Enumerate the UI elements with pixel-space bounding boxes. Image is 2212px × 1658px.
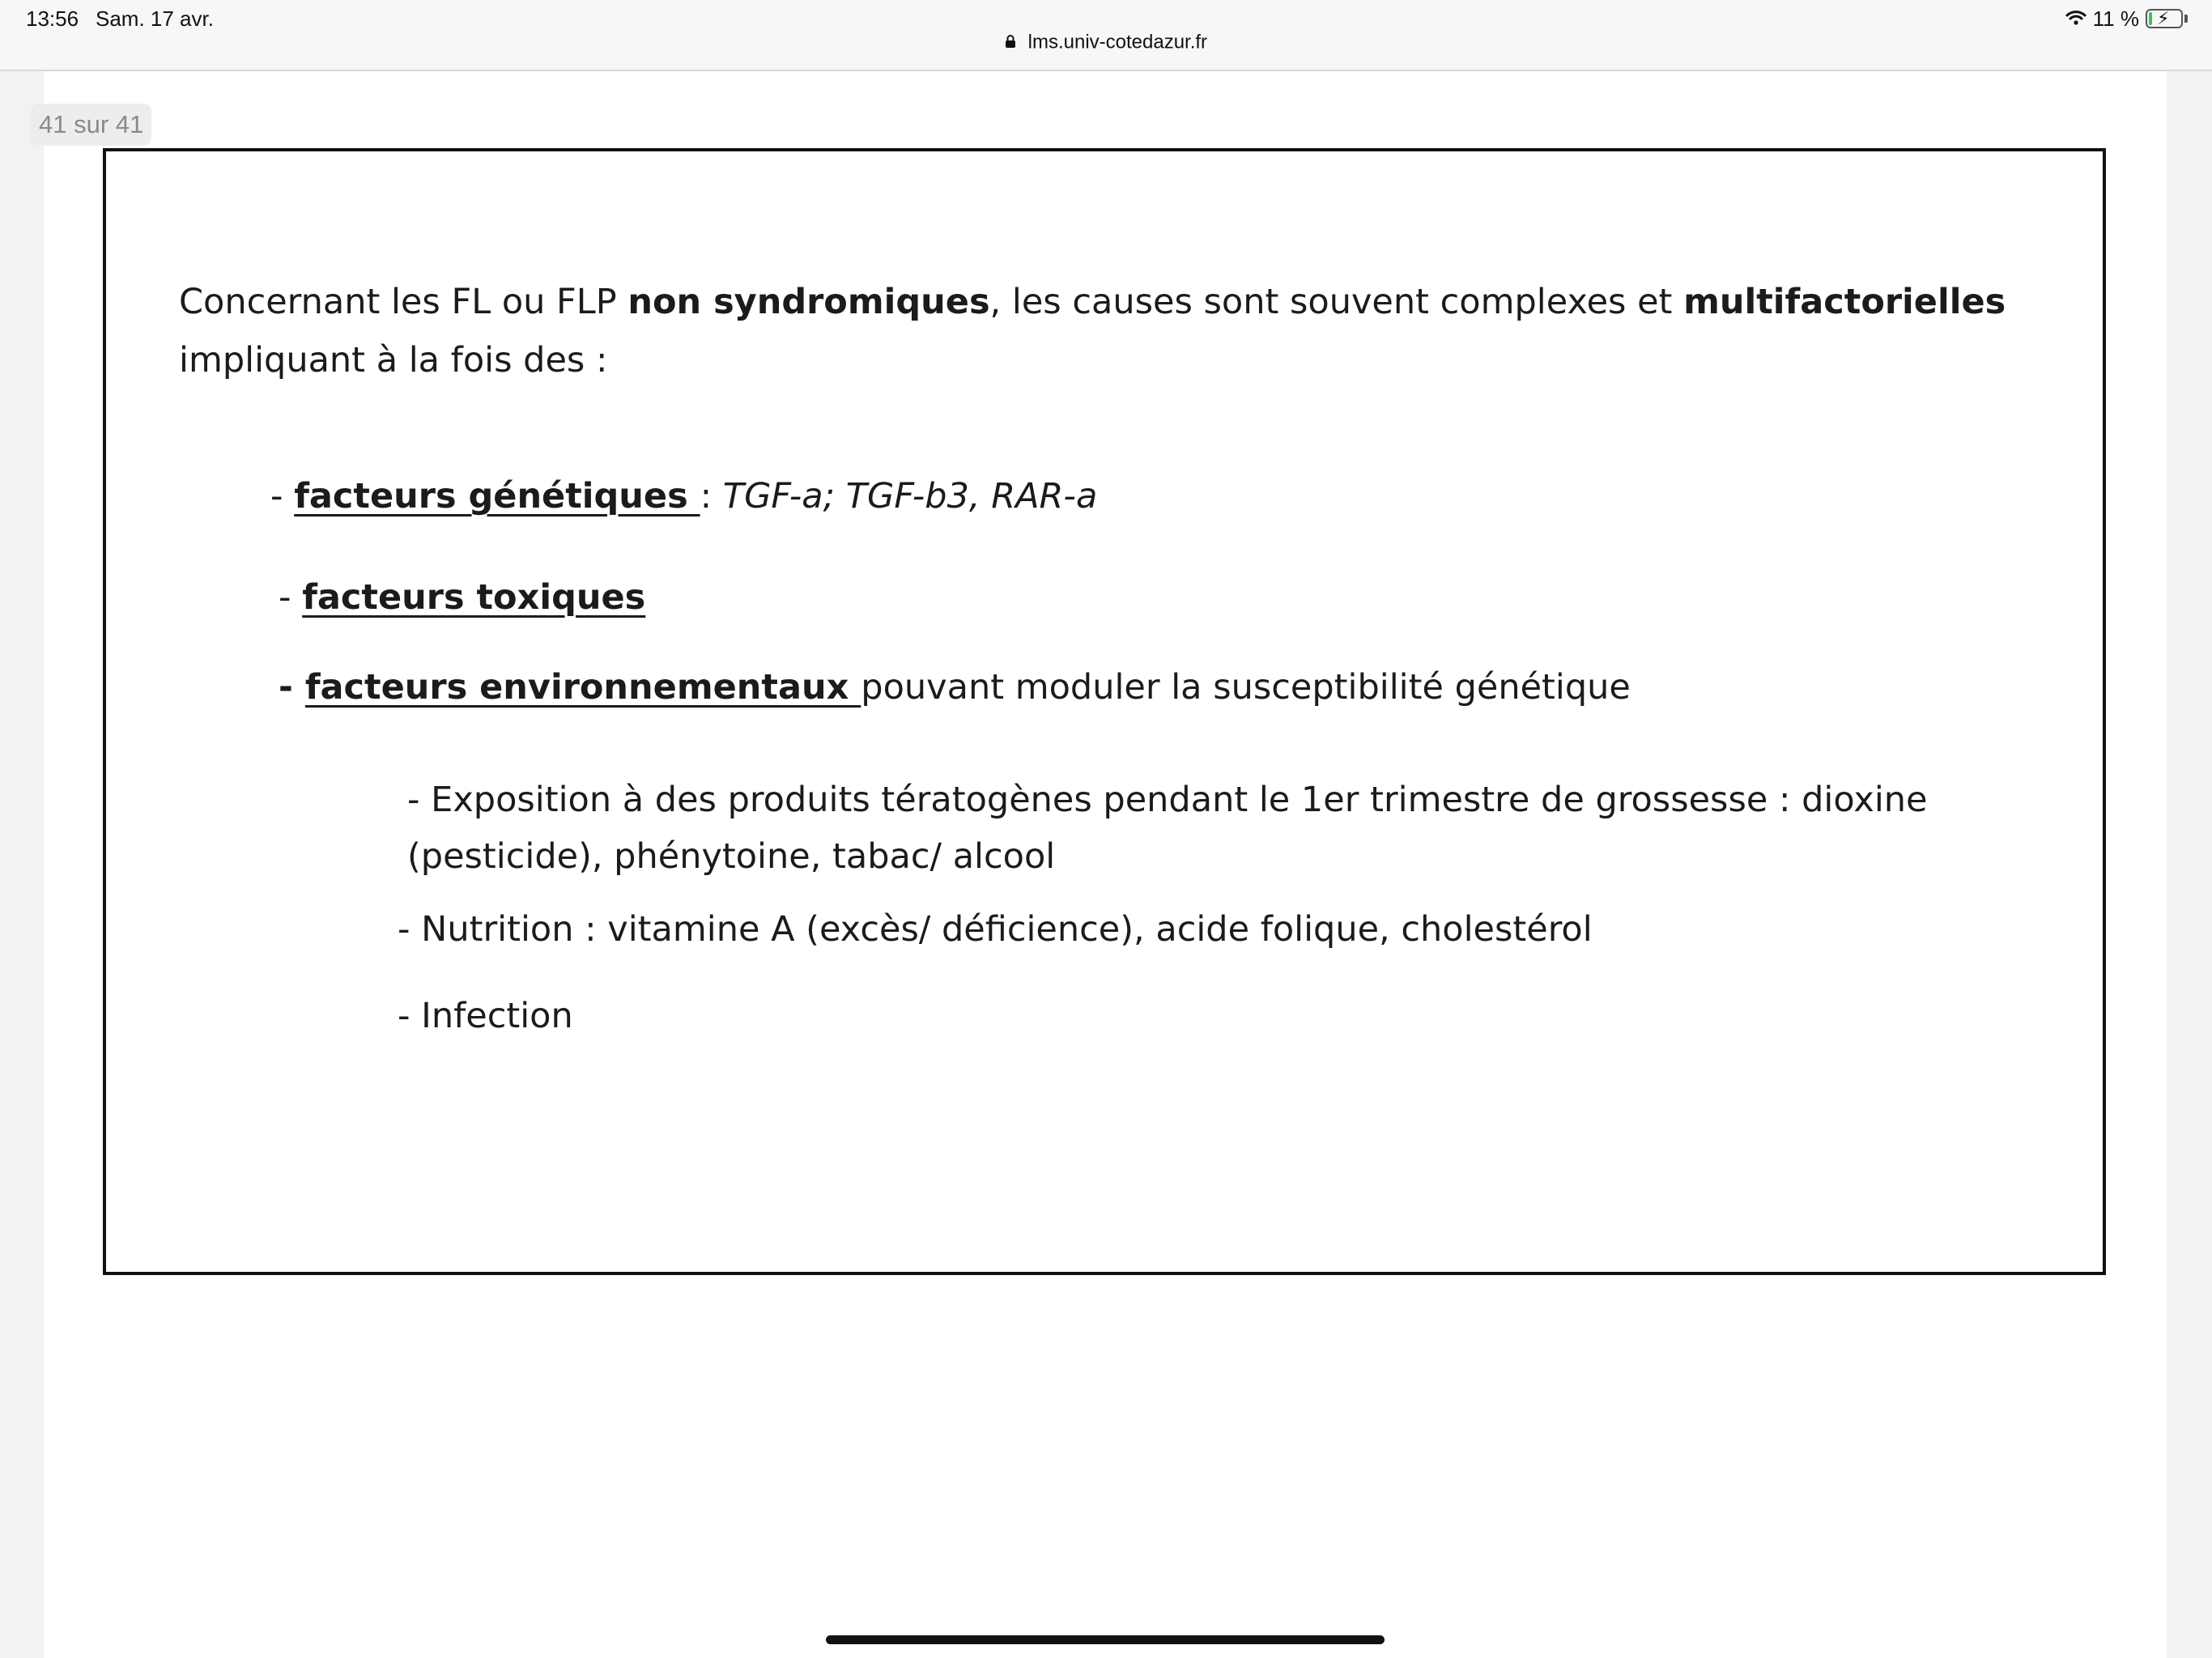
sub-item-nutrition: - Nutrition : vitamine A (excès/ déficience), acide folique, cholestérol xyxy=(398,909,1593,950)
battery-percentage: 11 % xyxy=(2092,6,2139,31)
intro-bold-non-syndromiques: non syndromiques xyxy=(627,282,990,322)
status-and-url-bar xyxy=(0,0,2212,71)
genetic-factors-label: facteurs génétiques xyxy=(294,476,700,517)
genetic-genes: TGF-a; TGF-b3, RAR-a xyxy=(722,476,1098,517)
status-right-cluster xyxy=(2065,5,2188,32)
address-bar[interactable] xyxy=(0,31,2212,54)
list-item-toxic-factors xyxy=(279,568,645,627)
sub-item-exposure: - Exposition à des produits tératogènes pendant le 1er trimestre de grossesse : dioxine (pesticide), phénytoine, tabac/ alcool xyxy=(407,780,1928,877)
status-time: 13:56 xyxy=(26,6,79,31)
battery-cap xyxy=(2184,15,2188,23)
item-dash: - xyxy=(279,667,305,708)
page-counter: 41 sur 41 xyxy=(31,104,151,146)
toxic-factors-label: facteurs toxiques xyxy=(302,577,646,618)
lock-icon xyxy=(1005,32,1016,54)
intro-text-1: Concernant les FL ou FLP xyxy=(179,282,628,322)
list-item-genetic-factors xyxy=(270,467,1097,525)
environmental-factors-label: facteurs environnementaux xyxy=(304,667,861,708)
slide xyxy=(103,148,2106,1275)
battery-fill xyxy=(2149,12,2152,25)
item-dash: - xyxy=(279,577,303,618)
sub-item-infection: - Infection xyxy=(398,996,573,1036)
intro-text-2: , les causes sont souvent complexes et xyxy=(989,282,1684,322)
slide-intro-paragraph xyxy=(179,273,2074,389)
intro-bold-multifactorielles: multifactorielles xyxy=(1683,282,2006,322)
status-date: Sam. 17 avr. xyxy=(96,6,214,31)
intro-text-3: impliquant à la fois des : xyxy=(179,340,608,380)
genetic-separator: : xyxy=(700,476,723,517)
item-dash: - xyxy=(270,476,295,517)
charging-bolt-icon: ⚡ xyxy=(2157,8,2170,28)
url-text[interactable]: lms.univ-cotedazur.fr xyxy=(1027,31,1208,53)
home-indicator[interactable] xyxy=(826,1635,1385,1644)
wifi-icon xyxy=(2065,6,2087,32)
list-item-environmental-factors xyxy=(279,658,1631,716)
battery-icon xyxy=(2146,9,2183,28)
environmental-factors-text: pouvant moduler la susceptibilité génétique xyxy=(861,667,1631,708)
